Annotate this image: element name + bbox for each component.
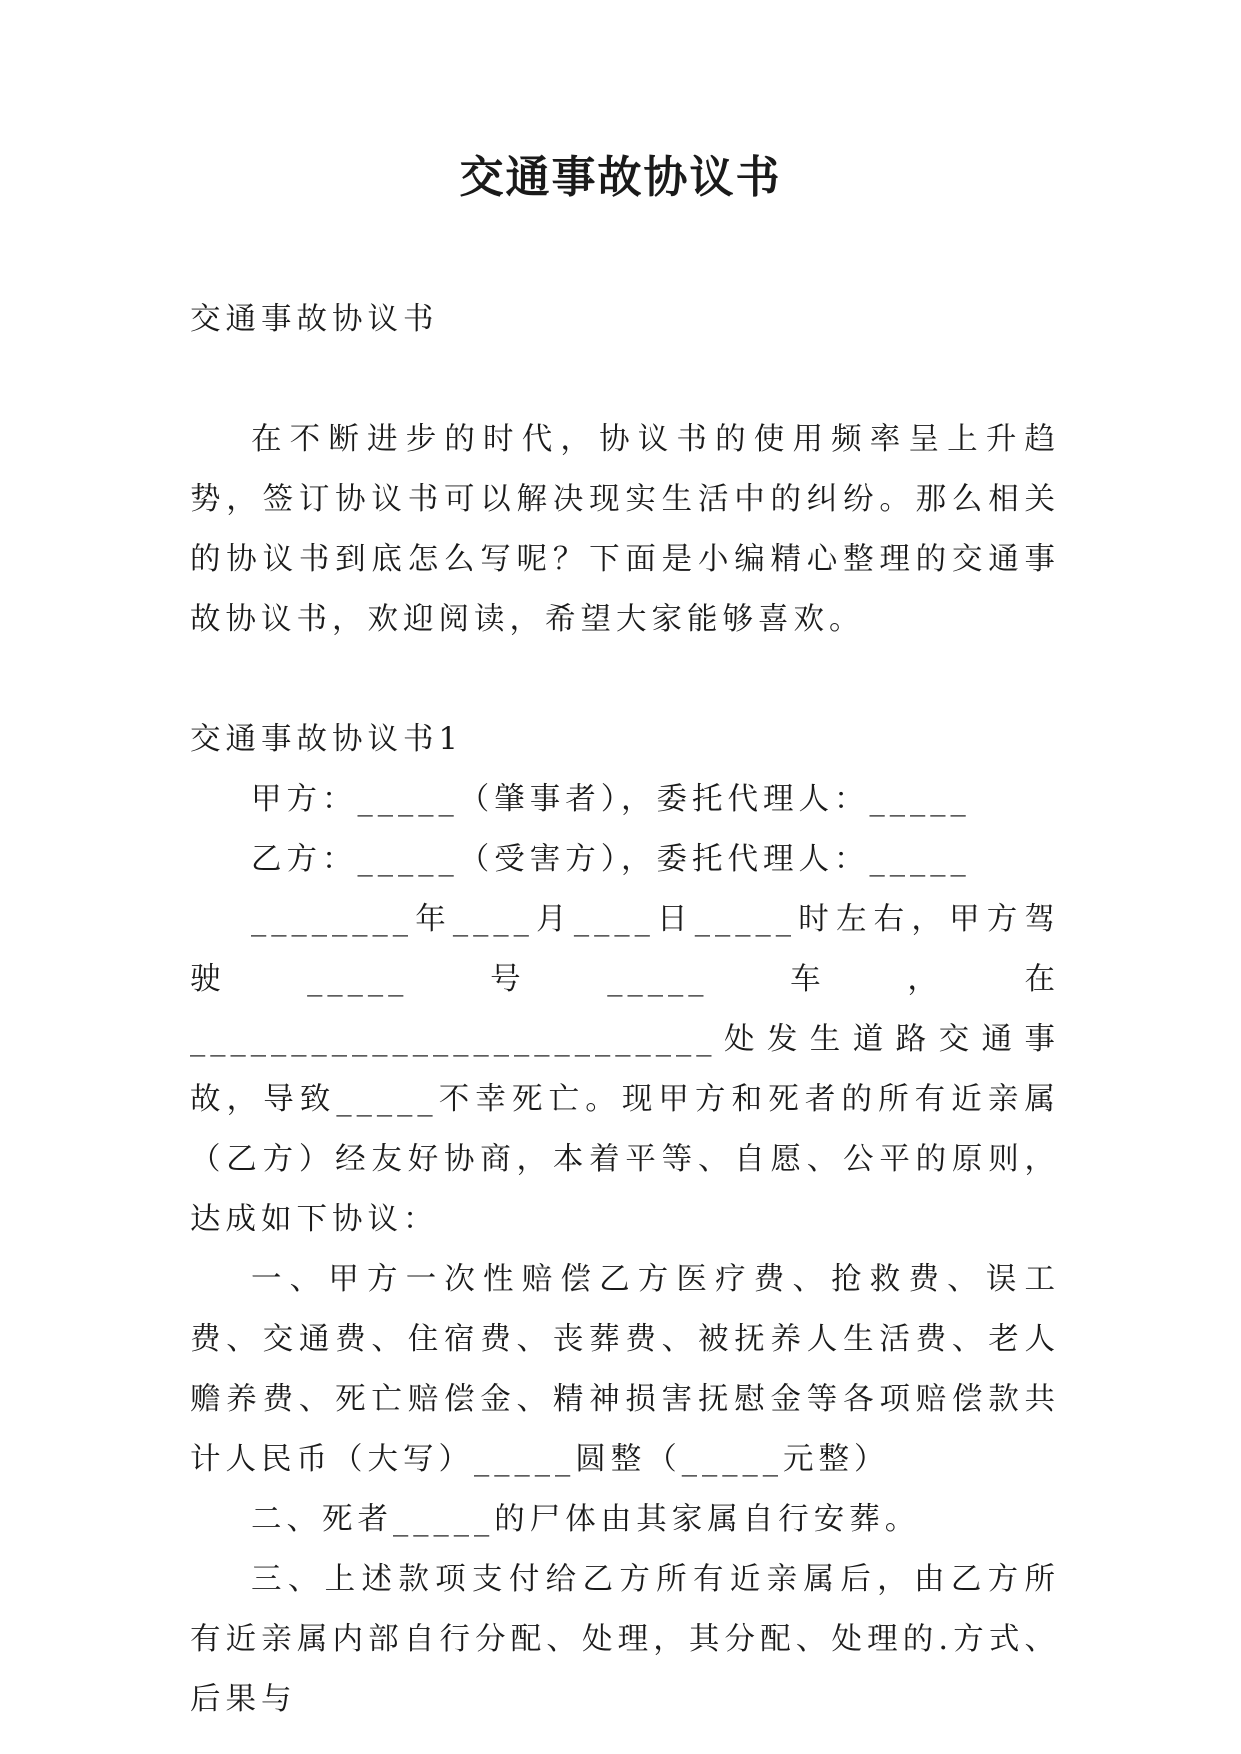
clause-3: 三、上述款项支付给乙方所有近亲属后，由乙方所有近亲属内部自行分配、处理，其分配、处理的.方式、后果与	[190, 1562, 1060, 1717]
accident-description: ________年____月____日_____时左右，甲方驾驶_____号_____车，在__________________________处发生道路交通事故，导致_____不幸死亡。现甲方和死者的所有近亲属（乙方）经友好协商，本着平等、自愿、公平的原则，达成如下协议：	[190, 902, 1060, 1237]
section-heading: 交通事故协议书1	[190, 722, 463, 757]
party-b-line: 乙方：_____（受害方），委托代理人：_____	[251, 842, 971, 877]
party-a-line: 甲方：_____（肇事者），委托代理人：_____	[251, 782, 971, 817]
paragraph-spacer	[190, 350, 1060, 410]
document-title: 交通事故协议书	[459, 152, 782, 203]
document-subtitle: 交通事故协议书	[190, 302, 439, 337]
intro-paragraph: 在不断进步的时代，协议书的使用频率呈上升趋势，签订协议书可以解决现实生活中的纠纷。那么相关的协议书到底怎么写呢？下面是小编精心整理的交通事故协议书，欢迎阅读，希望大家能够喜欢。	[190, 422, 1060, 637]
clause-1: 一、甲方一次性赔偿乙方医疗费、抢救费、误工费、交通费、住宿费、丧葬费、被抚养人生活费、老人赡养费、死亡赔偿金、精神损害抚慰金等各项赔偿款共计人民币（大写）_____圆整（_____元整）	[190, 1262, 1060, 1477]
paragraph-spacer	[190, 650, 1060, 710]
document-body	[190, 290, 1060, 1730]
clause-2: 二、死者_____的尸体由其家属自行安葬。	[251, 1502, 921, 1537]
